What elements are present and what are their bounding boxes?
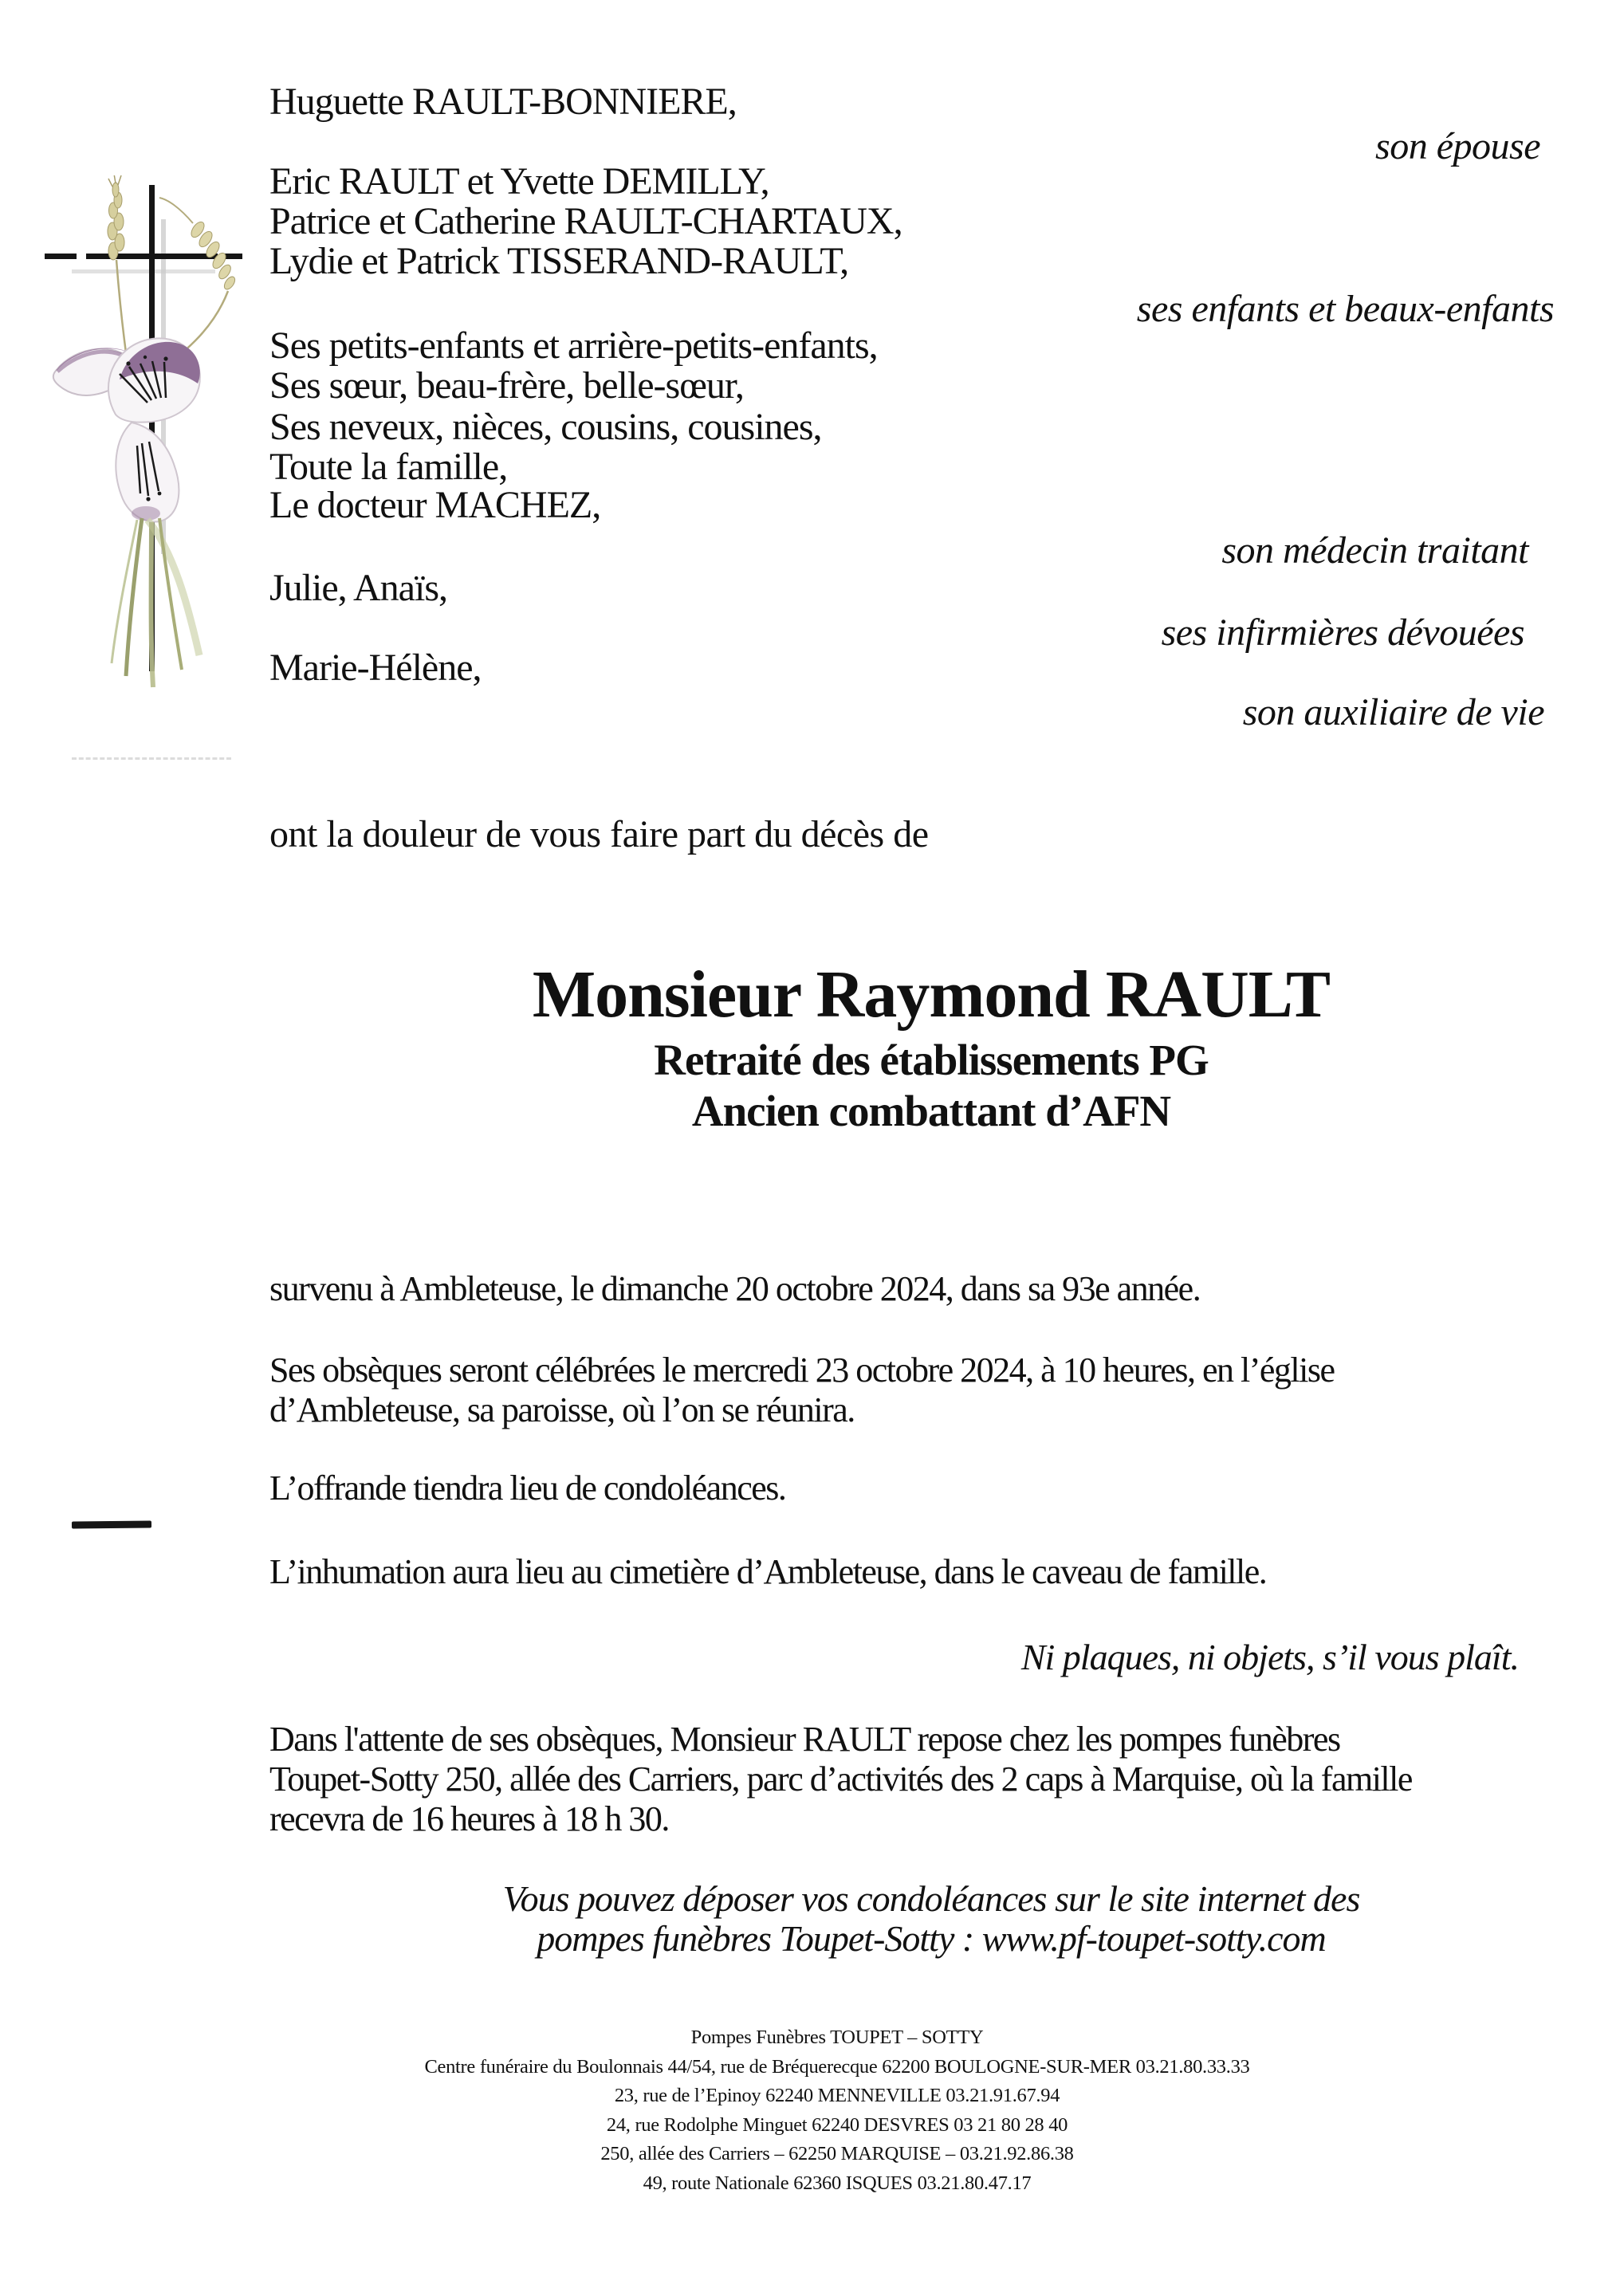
repose-line-2: Toupet-Sotty 250, allée des Carriers, parc d’activités des 2 caps à Marquise, où la famille [269, 1759, 1412, 1799]
funeral-home-name: Pompes Funèbres TOUPET – SOTTY [690, 2027, 984, 2048]
mourner-line: Ses petits-enfants et arrière-petits-enfants, [269, 324, 878, 367]
flower-stems [112, 518, 199, 687]
cross-left-dash [45, 254, 77, 259]
cross-horizontal-bar [86, 254, 218, 259]
condolences-line-2: pompes funèbres Toupet-Sotty : www.pf-toupet-sotty.com [537, 1918, 1326, 1959]
deceased-title-block [269, 955, 1593, 1137]
mourner-line: Marie-Hélène, [269, 647, 482, 689]
wheat-stalk-left [108, 175, 129, 376]
calla-lily-upper [108, 338, 200, 422]
mourner-line: Ses sœur, beau-frère, belle-sœur, [269, 364, 744, 407]
funeral-home-footer [104, 2023, 1571, 2199]
intro-line: ont la douleur de vous faire part du décès de [269, 813, 929, 855]
mourner-line: Le docteur MACHEZ, [269, 484, 601, 526]
cross-lily-wheat-illustration [40, 175, 247, 718]
mourner-line: Patrice et Catherine RAULT-CHARTAUX, [269, 200, 902, 242]
deceased-name: Monsieur Raymond RAULT [532, 957, 1331, 1032]
funeral-home-address: 49, route Nationale 62360 ISQUES 03.21.80.47.17 [643, 2172, 1032, 2194]
mourner-line: Julie, Anaïs, [269, 567, 447, 609]
no-plaques-note: Ni plaques, ni objets, s’il vous plaît. [1020, 1637, 1519, 1677]
mourner-line: Ses neveux, nièces, cousins, cousines, [269, 406, 822, 448]
mourner-line: Lydie et Patrick TISSERAND-RAULT, [269, 240, 849, 282]
mourner-line: Eric RAULT et Yvette DEMILLY, [269, 160, 769, 202]
scan-artifact-smudge [72, 1520, 151, 1528]
role-label-nurses: ses infirmières dévouées [1161, 611, 1524, 654]
burial-line: L’inhumation aura lieu au cimetière d’Ambleteuse, dans le caveau de famille. [269, 1552, 1267, 1591]
deceased-subtitle-2: Ancien combattant d’AFN [691, 1087, 1171, 1135]
cross-shadow-horizontal [72, 269, 215, 273]
funeral-home-address: 23, rue de l’Epinoy 62240 MENNEVILLE 03.21.91.67.94 [614, 2085, 1060, 2107]
repose-line-1: Dans l'attente de ses obsèques, Monsieur RAULT repose chez les pompes funèbres [269, 1720, 1340, 1759]
funeral-line-2: d’Ambleteuse, sa paroisse, où l’on se réunira. [269, 1390, 855, 1429]
role-label-doctor: son médecin traitant [1221, 529, 1528, 572]
role-label-caregiver: son auxiliaire de vie [1242, 691, 1544, 733]
funeral-home-address: 24, rue Rodolphe Minguet 62240 DESVRES 03 21 80 28 40 [606, 2113, 1068, 2136]
repose-line-3: recevra de 16 heures à 18 h 30. [269, 1799, 669, 1838]
funeral-home-address: 250, allée des Carriers – 62250 MARQUISE – 03.21.92.86.38 [600, 2143, 1074, 2165]
funeral-line-1: Ses obsèques seront célébrées le mercredi 23 octobre 2024, à 10 heures, en l’église [269, 1350, 1335, 1390]
cross-right-dash [225, 254, 242, 259]
scan-artifact-faint-line [72, 757, 231, 760]
mourner-line: Huguette RAULT-BONNIERE, [269, 81, 737, 123]
calla-lily-lower [116, 423, 179, 522]
role-label-spouse: son épouse [1375, 125, 1540, 167]
role-label-children: ses enfants et beaux-enfants [1136, 288, 1554, 330]
funeral-home-address: Centre funéraire du Boulonnais 44/54, rue de Bréquerecque 62200 BOULOGNE-SUR-MER 03.21.80.33.33 [424, 2055, 1250, 2078]
deceased-subtitle-1: Retraité des établissements PG [654, 1036, 1209, 1084]
death-announcement-line: survenu à Ambleteuse, le dimanche 20 octobre 2024, dans sa 93e année. [269, 1269, 1201, 1308]
offering-line: L’offrande tiendra lieu de condoléances. [269, 1468, 786, 1508]
mourner-line: Toute la famille, [269, 446, 508, 488]
condolences-line-1: Vous pouvez déposer vos condoléances sur le site internet des [502, 1878, 1360, 1919]
